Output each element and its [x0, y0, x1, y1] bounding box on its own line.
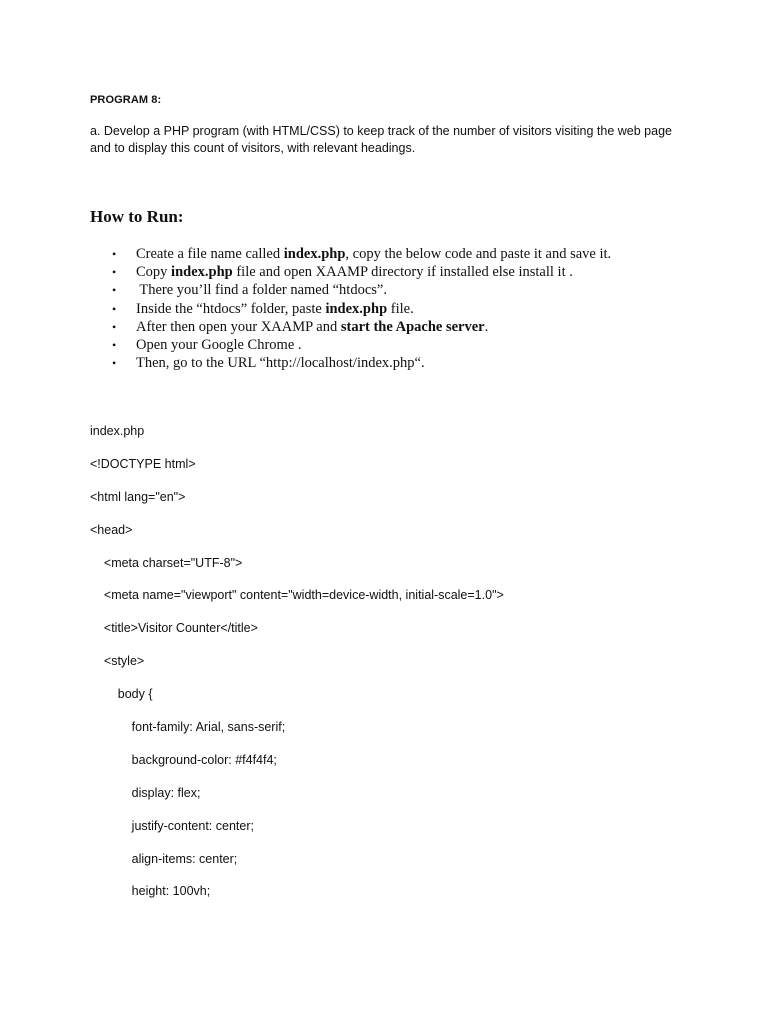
step-text: Then, go to the URL “http://localhost/index.php“.	[136, 355, 425, 372]
code-line: <title>Visitor Counter</title>	[90, 621, 258, 636]
list-item	[90, 281, 710, 299]
how-to-run-heading: How to Run:	[90, 207, 184, 226]
program-heading: PROGRAM 8:	[90, 94, 162, 106]
program-description: a. Develop a PHP program (with HTML/CSS) to keep track of the number of visitors visiting the web page and to display this count of visitors, with relevant headings.	[90, 124, 672, 155]
list-item	[90, 300, 710, 318]
bullet-icon: •	[112, 283, 117, 298]
code-line: <head>	[90, 522, 133, 537]
bullet-icon: •	[112, 265, 117, 280]
code-line: background-color: #f4f4f4;	[90, 752, 277, 767]
code-line: height: 100vh;	[90, 884, 211, 899]
code-line: <meta name="viewport" content="width=device-width, initial-scale=1.0">	[90, 588, 504, 603]
step-text: After then open your XAAMP and	[136, 318, 341, 335]
list-item	[90, 318, 710, 336]
step-text: , copy the below code and paste it and save it.	[345, 246, 612, 262]
step-text: Copy	[136, 264, 172, 281]
code-line: align-items: center;	[90, 851, 238, 866]
code-line: <!DOCTYPE html>	[90, 456, 196, 471]
code-line: body {	[90, 687, 153, 702]
code-line: font-family: Arial, sans-serif;	[90, 720, 286, 735]
step-bold: index.php	[325, 300, 388, 317]
bullet-icon: •	[112, 356, 117, 371]
code-filename: index.php	[90, 424, 145, 438]
step-text: Open your Google Chrome .	[136, 337, 302, 354]
step-text: file.	[387, 300, 414, 317]
code-listing	[90, 423, 730, 916]
bullet-icon: •	[112, 247, 117, 261]
code-line: <style>	[90, 654, 145, 669]
code-line: <meta charset="UTF-8">	[90, 555, 243, 570]
step-bold: index.php	[283, 246, 346, 262]
bullet-icon: •	[112, 301, 117, 316]
bullet-icon: •	[112, 319, 117, 334]
bullet-icon: •	[112, 338, 117, 353]
steps-list	[90, 245, 710, 372]
step-bold: start the Apache server	[340, 318, 485, 335]
list-item	[90, 263, 710, 281]
step-text: Inside the “htdocs” folder, paste	[136, 300, 326, 317]
step-bold: index.php	[171, 264, 233, 281]
step-text: .	[484, 318, 489, 335]
code-line: <html lang="en">	[90, 489, 186, 504]
list-item	[90, 245, 710, 263]
step-text: file and open XAAMP directory if installed else install it .	[232, 264, 573, 281]
step-text: Create a file name called	[136, 246, 284, 262]
code-line: display: flex;	[90, 785, 201, 800]
list-item	[90, 336, 710, 354]
code-line: justify-content: center;	[90, 818, 254, 833]
step-text: There you’ll find a folder named “htdocs”.	[136, 282, 387, 299]
list-item	[90, 354, 710, 372]
